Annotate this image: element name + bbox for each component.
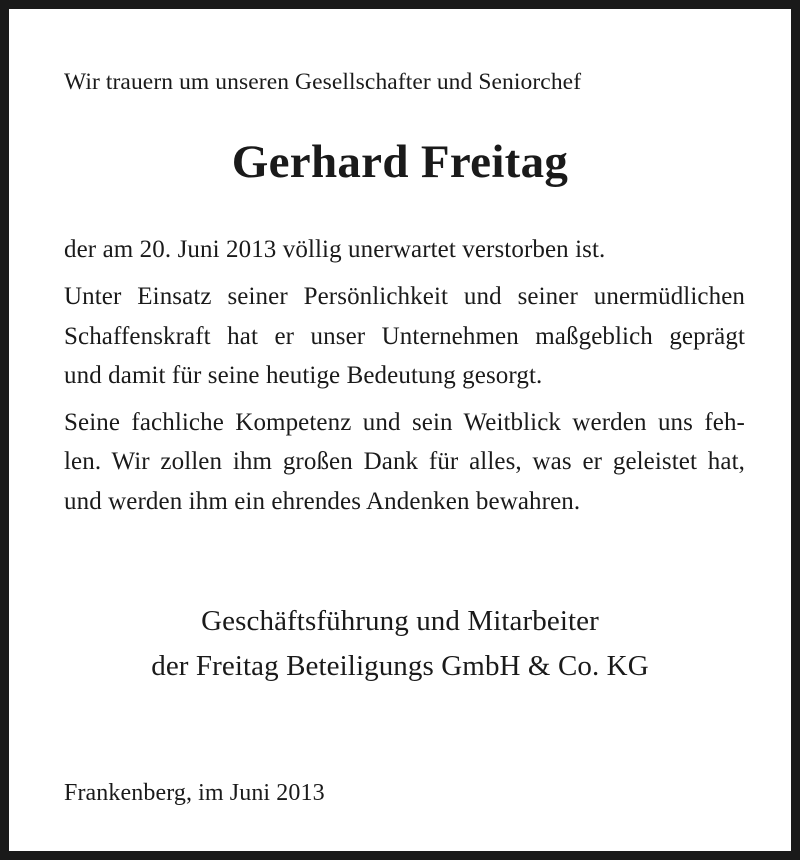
death-date-line: der am 20. Juni 2013 völlig unerwartet verstorben ist. <box>64 236 606 263</box>
place-date: Frankenberg, im Juni 2013 <box>64 780 325 806</box>
paragraph-2-line: und werden ihm ein ehrendes Andenken bewahren. <box>64 488 581 515</box>
paragraph-1-line: Unter Einsatz seiner Persönlichkeit und seiner unermüdlichen <box>64 283 745 310</box>
signature-line: Geschäftsführung und Mitarbeiter <box>201 605 599 637</box>
paragraph-1-line: und damit für seine heutige Bedeutung gesorgt. <box>64 362 543 389</box>
paragraph-2-line: Seine fachliche Kompetenz und sein Weitblick werden uns feh- <box>64 409 745 436</box>
deceased-name: Gerhard Freitag <box>231 136 569 188</box>
paragraph-2-line: len. Wir zollen ihm großen Dank für alles, was er geleistet hat, <box>64 448 745 475</box>
paragraph-1-line: Schaffenskraft hat er unser Unternehmen maßgeblich geprägt <box>64 323 745 350</box>
signature-line: der Freitag Beteiligungs GmbH & Co. KG <box>151 650 649 682</box>
intro-text: Wir trauern um unseren Gesellschafter und Seniorchef <box>64 69 582 95</box>
